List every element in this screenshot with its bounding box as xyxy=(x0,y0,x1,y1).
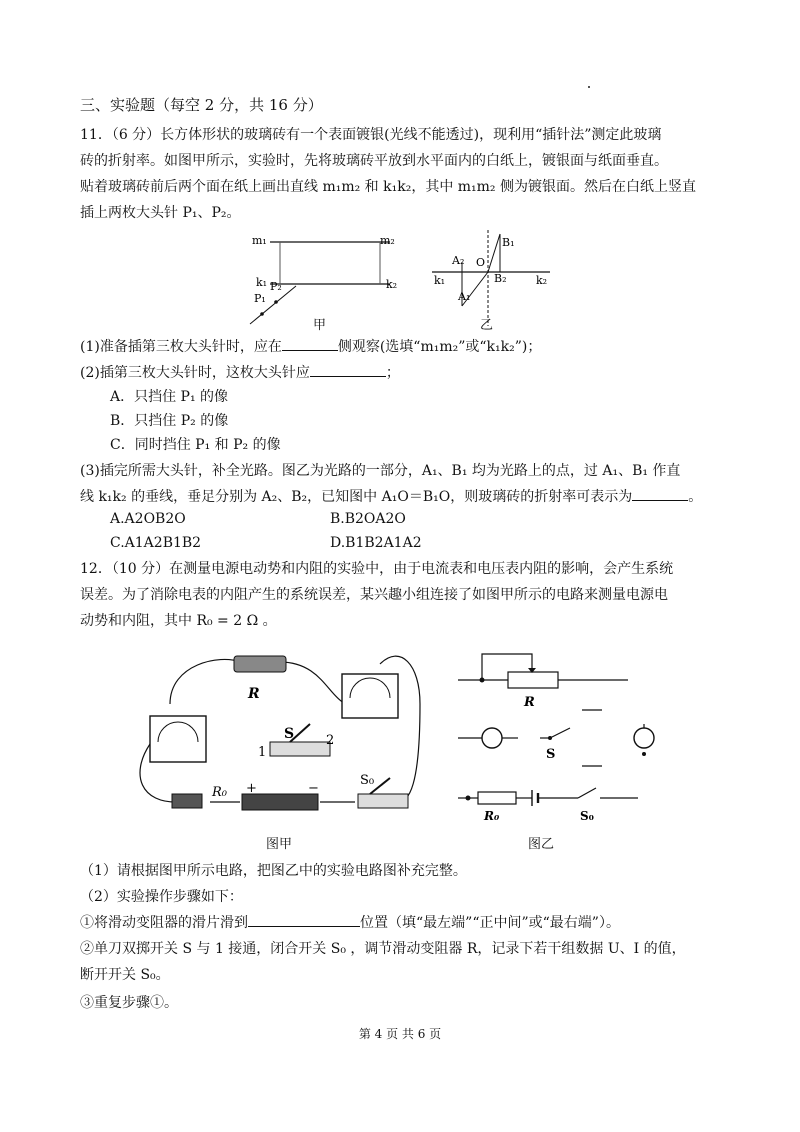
q11-part2-pre: (2)插第三枚大头针时，这枚大头针应 xyxy=(80,365,310,381)
q12-stem-line-3: 动势和内阻，其中 R₀ = 2 Ω 。 xyxy=(80,613,277,629)
label-minus: − xyxy=(308,781,319,796)
switch-s-base xyxy=(270,742,330,756)
r0-symbol xyxy=(478,792,516,804)
q12-figure-yi xyxy=(448,640,658,840)
q12-step1-blank xyxy=(248,912,360,927)
q12-part2: （2）实验操作步骤如下： xyxy=(80,889,243,905)
label-r0: R₀ xyxy=(212,785,227,800)
label-k1: k₁ xyxy=(434,274,446,287)
q12-part1: （1）请根据图甲所示电路，把图乙中的实验电路图补充完整。 xyxy=(80,863,467,879)
q11-part2 xyxy=(80,362,400,384)
label-r: R xyxy=(248,686,260,702)
label-1: 1 xyxy=(258,745,267,760)
label-b2: B₂ xyxy=(494,272,507,285)
q11-option-b: B．只挡住 P₂ 的像 xyxy=(110,413,229,429)
q11-part1-blank xyxy=(282,336,338,351)
label-r: R xyxy=(524,695,535,710)
q11-stem-line-2: 砖的折射率。如图甲所示，实验时，先将玻璃砖平放到水平面内的白纸上，镀银面与纸面垂直。 xyxy=(80,153,668,169)
q12-figure-jia-caption: 图甲 xyxy=(266,837,293,852)
label-m2: m₂ xyxy=(380,234,395,247)
switch-s-blade xyxy=(550,728,570,738)
label-k2: k₂ xyxy=(536,274,548,287)
q12-step1-post: 位置（填“最左端”“正中间”或“最右端”）。 xyxy=(360,915,620,931)
q11-stem-line-3: 贴着玻璃砖前后两个面在纸上画出直线 m₁m₂ 和 k₁k₂，其中 m₁m₂ 侧为镀银面。然后在白纸上竖直 xyxy=(80,179,696,195)
q11-part1 xyxy=(80,336,541,358)
label-p1: P₁ xyxy=(254,292,266,305)
junction-dot xyxy=(480,678,485,683)
q11-part2-post: ； xyxy=(385,365,400,381)
ray-o-b1 xyxy=(488,234,500,272)
q11-part3-end: 。 xyxy=(688,489,703,505)
label-plus: + xyxy=(246,781,257,796)
rheostat-symbol xyxy=(508,672,558,688)
q11-part2-blank xyxy=(310,362,386,377)
q12-step1-pre: ①将滑动变阻器的滑片滑到 xyxy=(80,915,248,931)
q12-step3: ③重复步骤①。 xyxy=(80,995,178,1011)
q11-part1-pre: (1)准备插第三枚大头针时，应在 xyxy=(80,339,282,355)
q11-part3-line-2 xyxy=(80,486,702,508)
label-k2: k₂ xyxy=(386,278,398,291)
q11-part1-post: 侧观察(选填“m₁m₂”或“k₁k₂”)； xyxy=(337,339,542,355)
label-m1: m₁ xyxy=(252,234,267,247)
label-s0: S₀ xyxy=(580,809,594,823)
q11-part3-option-d: D.B1B2A1A2 xyxy=(330,535,422,551)
label-k1: k₁ xyxy=(256,276,268,289)
pin-p2 xyxy=(274,300,278,304)
label-s0: S₀ xyxy=(360,773,375,788)
q11-part3-line-1: (3)插完所需大头针，补全光路。图乙为光路的一部分，A₁、B₁ 均为光路上的点，过 A₁、B₁ 作直 xyxy=(80,463,681,479)
q11-stem-line-4: 插上两枚大头针 P₁、P₂。 xyxy=(80,205,241,221)
pin-p1 xyxy=(260,312,264,316)
q11-part3-option-a: A.A2OB2O xyxy=(110,511,186,527)
q11-option-c: C．同时挡住 P₁ 和 P₂ 的像 xyxy=(110,437,281,453)
q11-figure-jia-caption: 甲 xyxy=(313,318,327,333)
q11-option-a: A．只挡住 P₁ 的像 xyxy=(110,389,229,405)
label-r0: R₀ xyxy=(484,809,500,823)
q11-part3-line-2-text: 线 k₁k₂ 的垂线，垂足分别为 A₂、B₂，已知图中 A₁O＝B₁O，则玻璃砖的折射率可表示为 xyxy=(80,489,633,505)
q12-stem-line-2: 误差。为了消除电表的内阻产生的系统误差，某兴趣小组连接了如图甲所示的电路来测量电源电 xyxy=(80,587,668,603)
q12-figure-yi-caption: 图乙 xyxy=(528,837,555,852)
q11-figure-yi-caption: 乙 xyxy=(480,318,494,333)
meter-circle-right xyxy=(634,728,654,748)
label-s: S xyxy=(284,726,295,742)
label-a2: A₂ xyxy=(452,254,465,267)
rheostat xyxy=(234,656,286,672)
switch-s0-blade xyxy=(578,788,596,798)
meter-circle-left xyxy=(482,728,502,748)
battery xyxy=(242,794,318,810)
label-b1: B₁ xyxy=(502,236,515,249)
q11-stem-line-1: 11．（6 分）长方体形状的玻璃砖有一个表面镀银(光线不能透过)，现利用“插针法”测定此玻璃 xyxy=(80,127,662,143)
q11-part3-option-b: B.B2OA2O xyxy=(330,511,406,527)
q11-part3-option-c: C.A1A2B1B2 xyxy=(110,535,202,551)
q11-part3-blank xyxy=(632,486,688,501)
q12-stem-line-1: 12．（10 分）在测量电源电动势和内阻的实验中，由于电流表和电压表内阻的影响，会产生系统 xyxy=(80,561,674,577)
label-s: S xyxy=(546,747,556,762)
label-o: O xyxy=(476,256,486,269)
label-p2: P₂ xyxy=(270,280,282,293)
resistor-r0 xyxy=(172,794,202,808)
section-title: 三、实验题（每空 2 分，共 16 分） xyxy=(80,96,323,114)
page-footer: 第 4 页 共 6 页 xyxy=(358,1027,442,1041)
q12-step2-line-2: 断开开关 S₀。 xyxy=(80,967,170,983)
label-2: 2 xyxy=(326,733,335,748)
q12-figure-jia xyxy=(130,644,430,844)
q12-step2-line-1: ②单刀双掷开关 S 与 1 接通，闭合开关 S₀ ，调节滑动变阻器 R，记录下若干组数据 U、I 的值， xyxy=(80,941,686,957)
meter-right-dot xyxy=(642,752,646,756)
q12-step1 xyxy=(80,912,620,934)
label-a1: A₁ xyxy=(458,290,471,303)
scan-speck xyxy=(588,86,590,88)
switch-s0-base xyxy=(358,794,408,808)
